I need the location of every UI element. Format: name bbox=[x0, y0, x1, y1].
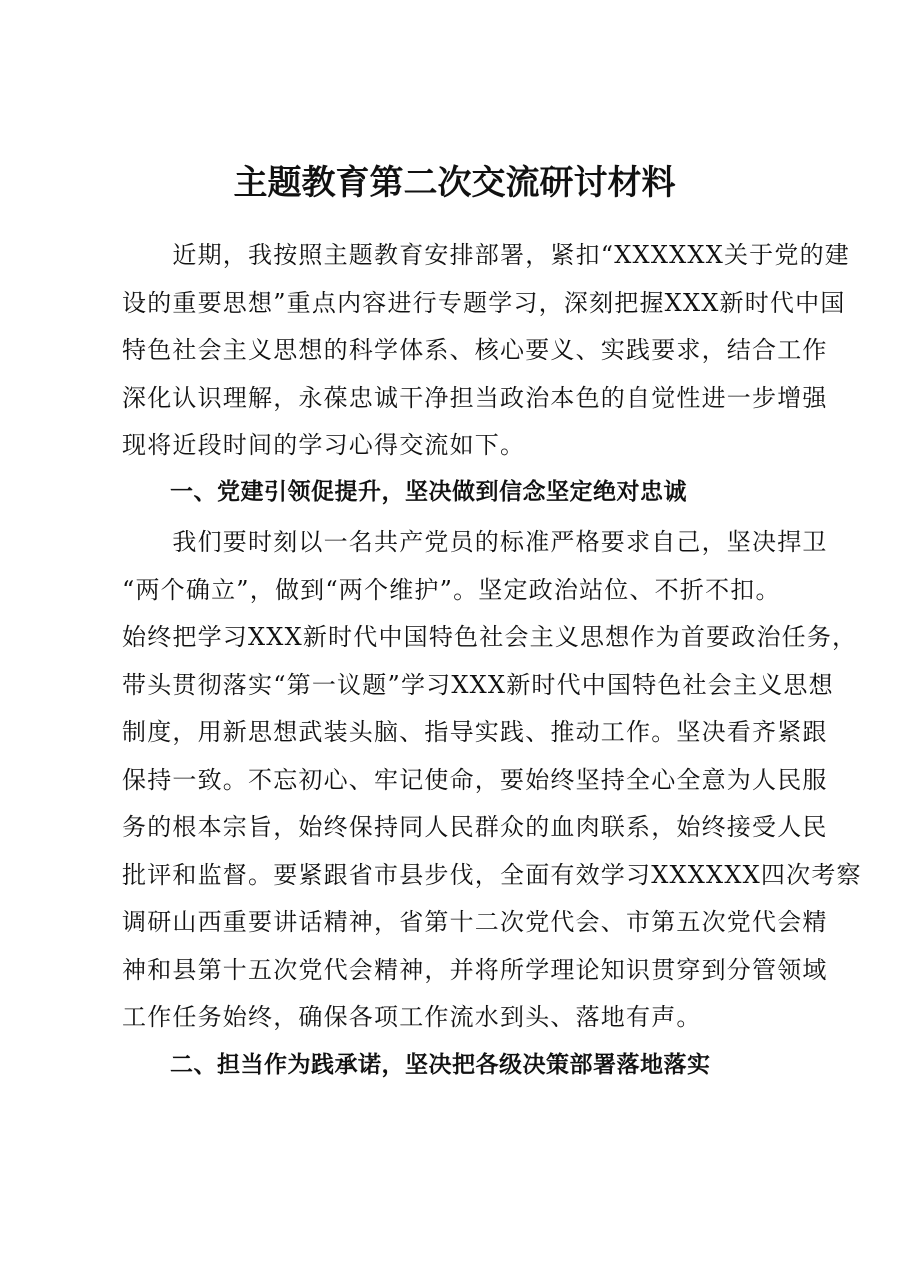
section-heading-2: 二、担当作为践承诺，坚决把各级决策部署落地落实 bbox=[170, 1052, 711, 1078]
paragraph-line: 特色社会主义思想的科学体系、核心要义、实践要求，结合工作 bbox=[122, 336, 828, 364]
paragraph-line: 带头贯彻落实“第一议题”学习XXX新时代中国特色社会主义思想 bbox=[122, 670, 834, 699]
section-heading-1: 一、党建引领促提升，坚决做到信念坚定绝对忠诚 bbox=[170, 479, 687, 505]
paragraph-line: 我们要时刻以一名共产党员的标准严格要求自己，坚决捍卫 bbox=[122, 528, 828, 556]
paragraph-line: 设的重要思想”重点内容进行专题学习，深刻把握XXX新时代中国 bbox=[122, 288, 846, 317]
paragraph-line: “两个确立”，做到“两个维护”。坚定政治站位、不折不扣。 bbox=[122, 575, 781, 604]
paragraph-line: 务的根本宗旨，始终保持同人民群众的血肉联系，始终接受人民 bbox=[122, 813, 828, 841]
paragraph-line: 工作任务始终，确保各项工作流水到头、落地有声。 bbox=[122, 1003, 702, 1031]
paragraph-line: 现将近段时间的学习心得交流如下。 bbox=[122, 431, 526, 459]
paragraph-line: 深化认识理解，永葆忠诚干净担当政治本色的自觉性进一步增强 bbox=[122, 383, 828, 412]
paragraph-line: 近期，我按照主题教育安排部署，紧扣“XXXXXX关于党的建 bbox=[122, 241, 850, 269]
paragraph-line: 制度，用新思想武装头脑、指导实践、推动工作。坚决看齐紧跟 bbox=[122, 718, 828, 746]
paragraph-intro bbox=[122, 232, 850, 470]
paragraph-line: 始终把学习XXX新时代中国特色社会主义思想作为首要政治任务， bbox=[122, 623, 858, 651]
paragraph-line: 调研山西重要讲话精神，省第十二次党代会、市第五次党代会精 bbox=[122, 908, 828, 936]
paragraph-line: 保持一致。不忘初心、牢记使命，要始终坚持全心全意为人民服 bbox=[122, 765, 828, 794]
paragraph-section-1 bbox=[122, 519, 862, 1042]
document-title: 主题教育第二次交流研讨材料 bbox=[233, 163, 676, 203]
paragraph-line: 神和县第十五次党代会精神，并将所学理论知识贯穿到分管领域 bbox=[122, 955, 828, 984]
paragraph-line: 批评和监督。要紧跟省市县步伐，全面有效学习XXXXXX四次考察 bbox=[122, 860, 862, 889]
